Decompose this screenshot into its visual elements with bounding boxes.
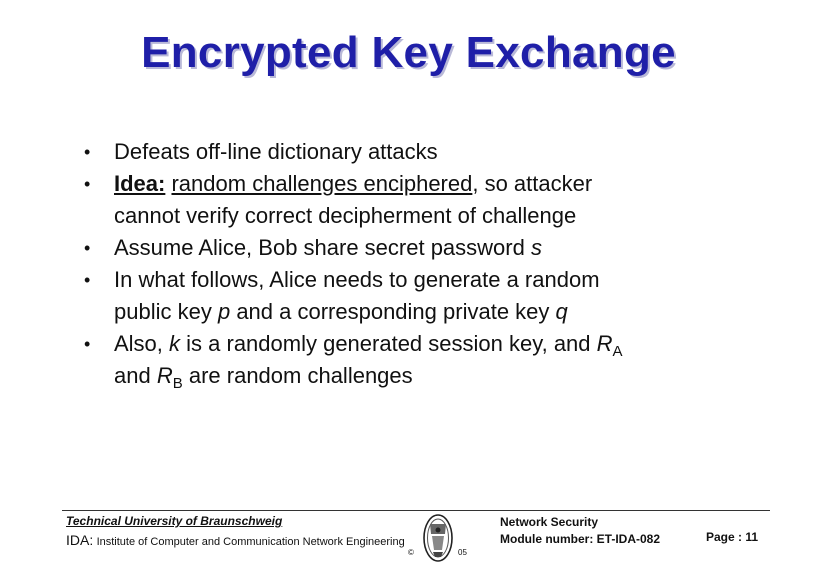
seal-year: 05	[458, 548, 467, 557]
course-name: Network Security	[500, 515, 599, 529]
bullet-text: In what follows, Alice needs to generate a random	[114, 267, 600, 292]
university-seal	[408, 512, 468, 564]
copyright-mark: ©	[408, 548, 414, 557]
bullet-item	[82, 136, 762, 168]
bullet-text: Defeats off-line dictionary attacks	[114, 139, 438, 164]
page-number: Page : 11	[706, 530, 759, 544]
bullet-dot-icon: •	[84, 142, 91, 162]
bullet-text: cannot verify correct decipherment of challenge	[114, 203, 577, 228]
ida-label: IDA:	[66, 532, 94, 548]
bullet-text: and	[114, 363, 157, 388]
variable-r: R	[156, 363, 173, 388]
bullet-text: public key	[114, 299, 218, 324]
footer-course-info	[500, 514, 675, 548]
bullet-text: Assume Alice, Bob share secret password	[114, 235, 531, 260]
bullet-item	[82, 264, 762, 328]
institute-line	[66, 532, 406, 551]
bullet-text: , so attacker	[472, 171, 593, 196]
bullet-text: is a randomly generated session key, and	[180, 331, 597, 356]
bullet-dot-icon: •	[84, 270, 91, 290]
idea-label: Idea:	[114, 171, 166, 196]
variable-p: p	[217, 299, 231, 324]
variable-r: R	[596, 331, 613, 356]
bullet-dot-icon: •	[84, 174, 91, 194]
bullet-dot-icon: •	[84, 334, 91, 354]
bullet-list	[82, 136, 762, 392]
bullet-text: Also,	[114, 331, 170, 356]
bullet-item	[82, 168, 762, 232]
variable-s: s	[530, 235, 542, 260]
university-name: Technical University of Braunschweig	[66, 514, 283, 528]
subscript-b: B	[172, 375, 183, 392]
bullet-dot-icon: •	[84, 238, 91, 258]
ida-name: Institute of Computer and Communication Network Engineering	[96, 536, 405, 548]
variable-k: k	[169, 331, 181, 356]
bullet-item	[82, 232, 762, 264]
footer-institution	[66, 514, 406, 551]
module-number: Module number: ET-IDA-082	[500, 532, 661, 546]
bullet-text: are random challenges	[182, 363, 413, 388]
footer-divider	[62, 510, 770, 511]
variable-q: q	[555, 299, 568, 324]
bullet-text: and a corresponding private key	[230, 299, 556, 324]
idea-underlined-text: random challenges enciphered	[171, 171, 473, 196]
bullet-item	[82, 328, 762, 392]
subscript-a: A	[612, 343, 623, 360]
slide-title: Encrypted Key Exchange	[141, 28, 676, 77]
